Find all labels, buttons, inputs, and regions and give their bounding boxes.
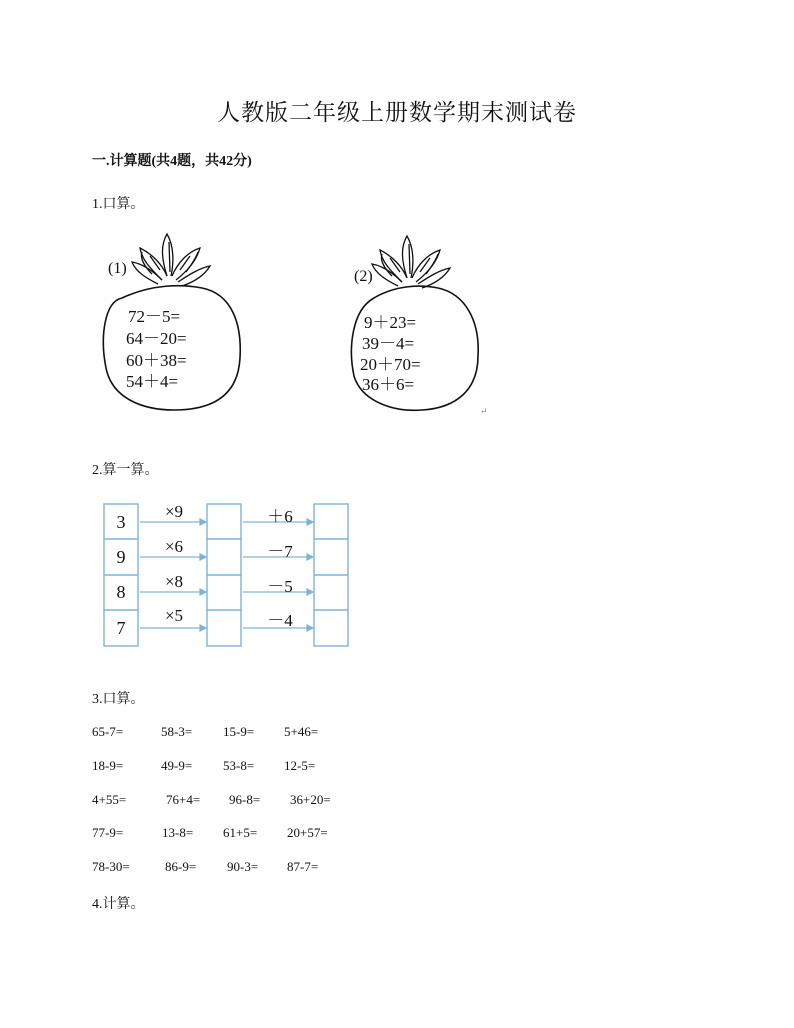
flow-op2-2: －7 bbox=[267, 542, 293, 561]
oral-item: 78-30= bbox=[92, 859, 130, 874]
oral-item: 96-8= bbox=[229, 792, 261, 807]
flow-start-3: 8 bbox=[116, 582, 126, 602]
pineapple-1-line-4: 54＋4= bbox=[126, 372, 179, 391]
pineapple-2-line-1: 9＋23= bbox=[364, 313, 417, 332]
pineapple-1-line-1: 72－5= bbox=[128, 307, 181, 326]
flow-op2-4: －4 bbox=[267, 611, 293, 630]
flow-op2-1: ＋6 bbox=[267, 507, 293, 526]
flow-op1-2: ×6 bbox=[164, 537, 184, 556]
oral-item: 12-5= bbox=[284, 758, 316, 773]
question-2-label: 2.算一算。 bbox=[92, 463, 159, 478]
section-heading: 一.计算题(共4题，共42分) bbox=[92, 154, 252, 169]
flow-grid bbox=[100, 500, 356, 650]
oral-item: 76+4= bbox=[166, 792, 201, 807]
page-title: 人教版二年级上册数学期末测试卷 bbox=[217, 100, 577, 125]
oral-item: 5+46= bbox=[284, 724, 319, 739]
pineapple-1-number: (1) bbox=[108, 260, 127, 277]
oral-item: 53-8= bbox=[223, 758, 255, 773]
oral-item: 61+5= bbox=[223, 825, 258, 840]
pineapple-1 bbox=[92, 228, 252, 418]
oral-item: 49-9= bbox=[161, 758, 193, 773]
pineapple-2 bbox=[338, 230, 498, 420]
oral-item: 15-9= bbox=[223, 724, 255, 739]
flow-start-4: 7 bbox=[116, 618, 126, 638]
pineapple-2-line-4: 36＋6= bbox=[362, 375, 415, 394]
pineapple-1-line-3: 60＋38= bbox=[126, 351, 187, 370]
oral-item: 18-9= bbox=[92, 758, 124, 773]
flow-start-2: 9 bbox=[116, 547, 126, 567]
flow-op2-3: －5 bbox=[267, 577, 293, 596]
question-3-label: 3.口算。 bbox=[92, 692, 145, 707]
return-mark: ↵ bbox=[480, 406, 488, 416]
pineapple-2-line-3: 20＋70= bbox=[360, 355, 421, 374]
flow-op1-3: ×8 bbox=[164, 572, 184, 591]
oral-item: 87-7= bbox=[287, 859, 319, 874]
calculation-flow bbox=[100, 500, 356, 650]
oral-item: 4+55= bbox=[92, 792, 127, 807]
oral-item: 20+57= bbox=[287, 825, 328, 840]
pineapple-1-line-2: 64－20= bbox=[126, 329, 187, 348]
question-4-label: 4.计算。 bbox=[92, 897, 145, 912]
question-1-label: 1.口算。 bbox=[92, 197, 145, 212]
pineapple-2-number: (2) bbox=[354, 268, 373, 285]
oral-item: 36+20= bbox=[290, 792, 331, 807]
flow-start-1: 3 bbox=[116, 512, 126, 532]
oral-item: 13-8= bbox=[162, 825, 194, 840]
oral-item: 86-9= bbox=[165, 859, 197, 874]
oral-item: 90-3= bbox=[227, 859, 259, 874]
flow-op1-1: ×9 bbox=[164, 502, 184, 521]
pineapple-2-line-2: 39－4= bbox=[362, 334, 415, 353]
flow-op1-4: ×5 bbox=[164, 606, 184, 625]
oral-item: 65-7= bbox=[92, 724, 124, 739]
oral-item: 58-3= bbox=[161, 724, 193, 739]
oral-item: 77-9= bbox=[92, 825, 124, 840]
